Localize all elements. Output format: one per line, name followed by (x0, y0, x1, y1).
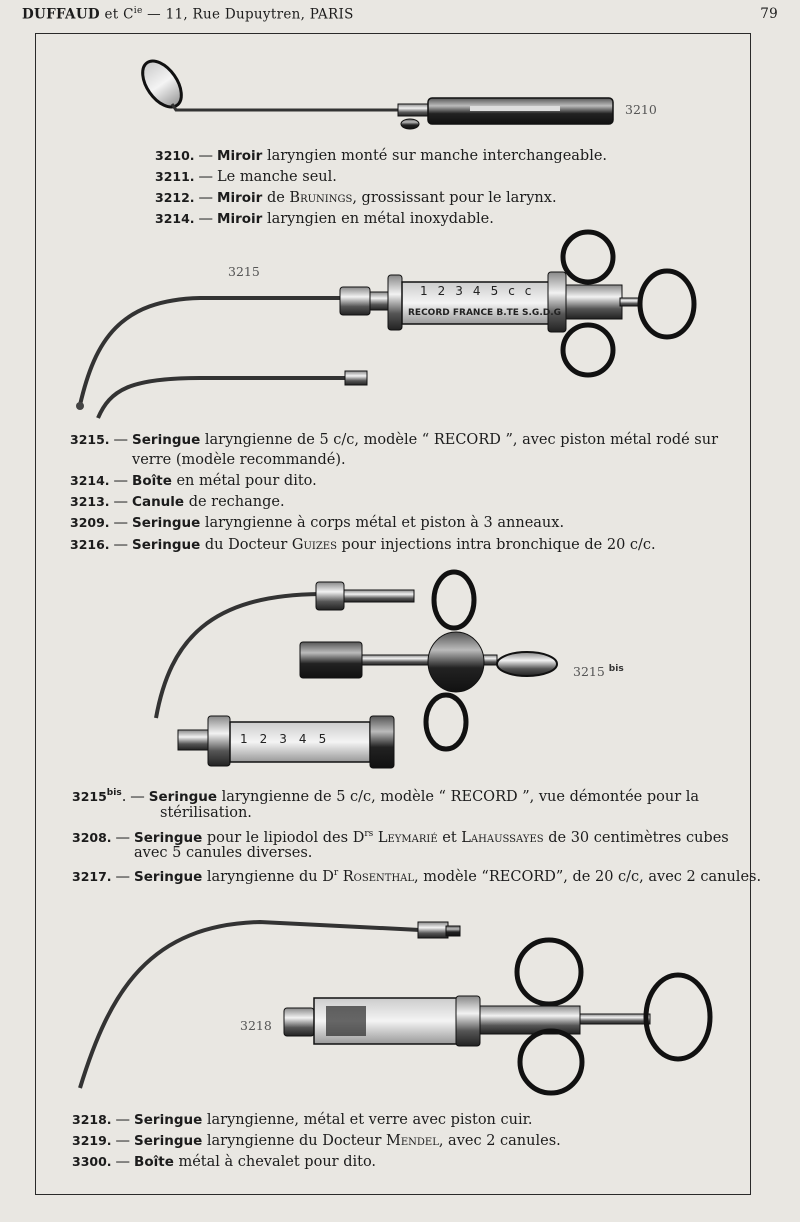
item-keyword: Boîte (134, 1154, 174, 1170)
item-number: 3209. (70, 515, 110, 530)
catalog-entry: 3212. — Miroir de Brunings, grossissant pour le larynx. (155, 190, 557, 206)
catalog-entry: 3208. — Seringue pour le lipiodol des $D^{rs}$ Leymarié et Lahaussayes de 30 centimètres cubes (72, 829, 729, 846)
item-keyword: Seringue (148, 788, 218, 805)
item-number: 3215 (72, 788, 107, 804)
item-number: 3214. (70, 473, 110, 488)
item-description: métal à chevalet pour dito. (178, 1154, 377, 1170)
item-description: laryngienne de 5 c/c, modèle “ RECORD ”, avec piston métal rodé sur (204, 432, 719, 448)
figure-label-3215bis (573, 664, 624, 679)
item-author: Lahaussayes (461, 829, 544, 846)
catalog-entry: 3300. — Boîte métal à chevalet pour dito. (72, 1154, 377, 1170)
item-number: 3215. (70, 432, 110, 447)
syringe-3215-illustration (76, 232, 694, 418)
item-description: de (266, 190, 285, 206)
catalog-entry: 3215. — Seringue laryngienne de 5 c/c, modèle “ RECORD ”, avec piston métal rodé sur (70, 432, 719, 448)
catalog-entry: 3211. — Le manche seul. (155, 169, 337, 185)
scale-digit: 3 (455, 284, 473, 298)
catalog-entry: $3215^{bis}$. — Seringue laryngienne de 5 c/c, modèle “ RECORD ”, vue démontée pour la (72, 788, 700, 805)
item-keyword: Seringue (132, 537, 201, 553)
mirror-3210-illustration (135, 54, 613, 129)
figure-label-number: 3215 (573, 664, 605, 680)
item-number-suffix: bis (106, 788, 122, 798)
item-keyword: Seringue (134, 1112, 203, 1128)
scale-digit: 5 (318, 732, 339, 746)
item-description: en métal pour dito. (176, 473, 317, 489)
scale-digit: 1 (240, 732, 260, 746)
item-keyword: Seringue (134, 1133, 203, 1149)
item-number: 3216. (70, 537, 110, 552)
catalog-entry: 3213. — Canule de rechange. (70, 494, 285, 510)
company-name: DUFFAUD (22, 6, 100, 23)
item-keyword: Seringue (132, 515, 201, 531)
item-description: laryngienne, métal et verre avec piston cuir. (206, 1112, 533, 1128)
figure-label-3218: 3218 (240, 1018, 272, 1033)
item-description: laryngienne de 5 c/c, modèle “ RECORD ”, vue démontée pour la (221, 788, 700, 805)
item-number: 3210. (155, 148, 195, 163)
item-description: laryngienne à corps métal et piston à 3 anneaux. (204, 515, 565, 531)
item-description: , grossissant pour le larynx. (352, 190, 557, 206)
item-title-suffix: r (333, 868, 339, 878)
item-description: de rechange. (188, 494, 285, 510)
item-description: pour le lipiodol des D (206, 829, 365, 846)
scale-digit: 1 (420, 284, 438, 298)
catalog-entry: 3214. — Miroir laryngien en métal inoxydable. (155, 211, 494, 227)
item-keyword: Seringue (134, 868, 203, 885)
item-description: laryngienne du D (206, 868, 334, 885)
scale-unit: cc (508, 284, 542, 298)
item-description: verre (132, 452, 172, 468)
catalog-entry: 3214. — Boîte en métal pour dito. (70, 473, 317, 489)
scale-digit: 4 (472, 284, 491, 298)
item-description: , avec 2 canules. (438, 1133, 561, 1149)
item-description: et (442, 829, 457, 846)
figure-label-bis: bis (608, 664, 624, 674)
scale-digit: 2 (259, 732, 280, 746)
company-ie: ie (133, 6, 143, 16)
syringe-scale (420, 284, 541, 298)
syringe-3218-illustration (80, 922, 710, 1093)
item-description: du Docteur (204, 537, 288, 553)
item-title-suffix: rs (364, 829, 374, 839)
figure-label-3210: 3210 (625, 102, 657, 117)
item-keyword: Miroir (217, 211, 263, 227)
item-description: pour injections intra bronchique de 20 c/c. (341, 537, 656, 553)
company-street: — 11, Rue Dupuytren, PARIS (147, 6, 354, 23)
item-description: laryngien monté sur manche interchangeable. (266, 148, 608, 164)
scale-digit: 4 (298, 732, 319, 746)
item-number: 3218. (72, 1112, 112, 1127)
item-number: 3214. (155, 211, 195, 226)
item-number: 3300. (72, 1154, 112, 1169)
catalog-entry: 3218. — Seringue laryngienne, métal et verre avec piston cuir. (72, 1112, 533, 1128)
item-keyword: Seringue (134, 829, 203, 846)
item-keyword: Miroir (217, 148, 263, 164)
item-number: 3208. (72, 829, 112, 845)
item-description: laryngienne du Docteur (206, 1133, 382, 1149)
item-note: (modèle recommandé). (175, 452, 346, 468)
item-author: Mendel (385, 1133, 439, 1149)
item-description: de 30 centimètres cubes (548, 829, 729, 846)
scale-digit: 2 (437, 284, 456, 298)
item-number: 3213. (70, 494, 110, 509)
catalog-entry: 3219. — Seringue laryngienne du Docteur Mendel, avec 2 canules. (72, 1133, 561, 1149)
scale-digit: 3 (279, 732, 299, 746)
catalog-entry-continuation (134, 843, 312, 863)
syringe-scale-bis (240, 732, 338, 746)
syringe-marking: RECORD FRANCE B.TE S.G.D.G (408, 308, 562, 318)
item-keyword: Boîte (132, 473, 172, 489)
company-et: et C (104, 6, 134, 23)
item-number: 3219. (72, 1133, 112, 1148)
item-number: 3217. (72, 868, 112, 884)
catalog-entry: 3216. — Seringue du Docteur Guizes pour injections intra bronchique de 20 c/c. (70, 537, 656, 553)
item-description: avec 5 canules diverses. (134, 845, 313, 861)
catalog-entry-continuation (160, 803, 252, 823)
scale-digit: 5 (490, 284, 509, 298)
item-description: , modèle “RECORD”, de 20 c/c, avec 2 canules. (414, 868, 762, 885)
item-author: Rosenthal (342, 868, 415, 885)
item-description: stérilisation. (160, 805, 252, 821)
syringe-3215bis-illustration (156, 572, 557, 768)
figure-label-3215: 3215 (228, 264, 260, 279)
item-keyword: Seringue (132, 432, 201, 448)
item-author: Guizes (291, 537, 337, 553)
item-number: 3211. (155, 169, 195, 184)
item-author: Leymarié (377, 829, 438, 846)
item-keyword: Canule (132, 494, 185, 510)
page-number: 79 (760, 6, 778, 22)
catalog-entry-continuation (132, 450, 346, 470)
catalog-entry: 3217. — Seringue laryngienne du $D^r$ Rosenthal, modèle “RECORD”, de 20 c/c, avec 2 canules. (72, 868, 762, 885)
item-description: Le manche seul. (217, 169, 337, 185)
item-number: 3212. (155, 190, 195, 205)
item-keyword: Miroir (217, 190, 263, 206)
item-author: Brunings (289, 190, 353, 206)
catalog-entry: 3209. — Seringue laryngienne à corps métal et piston à 3 anneaux. (70, 515, 565, 531)
item-description: laryngien en métal inoxydable. (266, 211, 494, 227)
catalog-entry: 3210. — Miroir laryngien monté sur manche interchangeable. (155, 148, 608, 164)
